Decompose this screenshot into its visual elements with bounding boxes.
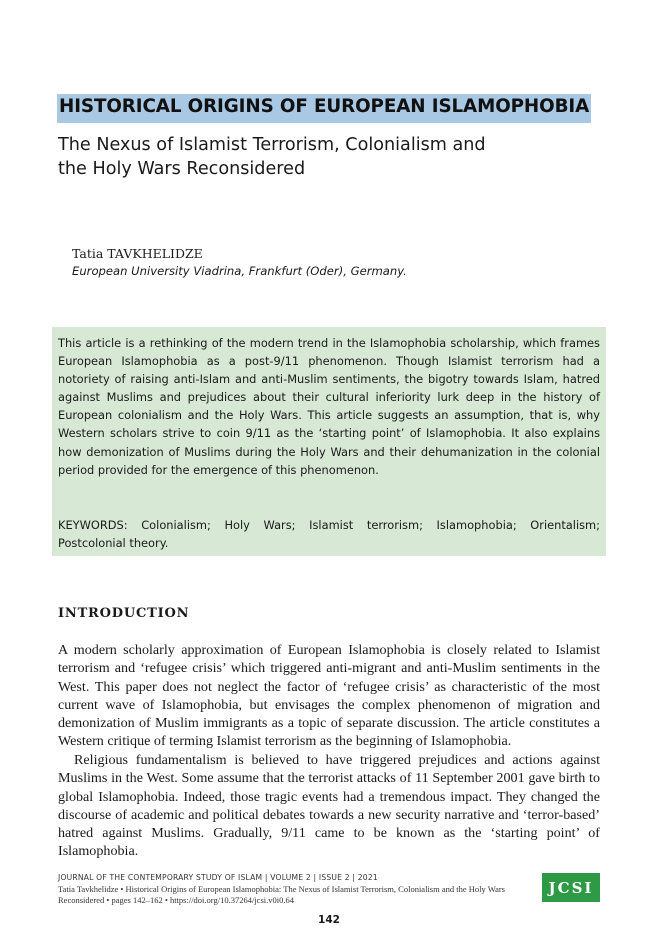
footer-journal-info: JOURNAL OF THE CONTEMPORARY STUDY OF ISLAM | VOLUME 2 | ISSUE 2 | 2021 (58, 873, 378, 882)
article-title: HISTORICAL ORIGINS OF EUROPEAN ISLAMOPHOBIA (59, 96, 590, 117)
footer-citation: Tatia Tavkhelidze • Historical Origins of European Islamophobia: The Nexus of Islamist Terrorism, Colonialism and the Holy Wars Reconsidered • pages 142–162 • https://doi.org/10.37264/jcsi.v0i0.64 (58, 884, 505, 905)
author-name: Tatia TAVKHELIDZE (72, 246, 203, 261)
body-paragraph-2: Religious fundamentalism is believed to have triggered prejudices and actions against Muslims in the West. Some assume that the terrorist attacks of 11 September 2001 gave birth to global Islamophobia. Indeed, those tragic events had a tremendous impact. They changed the discourse of academic and political debates towards a new security narrative and ‘terror-based’ hatred against Muslims. Gradually, 9/11 came to be known as the ‘starting point’ of Islamophobia. (58, 752, 600, 860)
article-subtitle: The Nexus of Islamist Terrorism, Colonialism and the Holy Wars Reconsidered (58, 135, 486, 179)
journal-logo: JCSI (542, 873, 600, 902)
author-affiliation: European University Viadrina, Frankfurt (Oder), Germany. (72, 264, 407, 278)
abstract-text: This article is a rethinking of the modern trend in the Islamophobia scholarship, which frames European Islamophobia as a post-9/11 phenomenon. Though Islamist terrorism had a notoriety of raising anti-Islam and anti-Muslim sentiments, the bigotry towards Islam, hatred against Muslims and prejudices about their cultural inferiority lurk deep in the history of European colonialism and the Holy Wars. This article suggests an assumption, that is, why Western scholars strive to coin 9/11 as the ‘starting point’ of Islamophobia. It also explains how demonization of Muslims during the Holy Wars and their dehumanization in the colonial period provided for the emergence of this phenomenon. (58, 336, 600, 477)
keywords: KEYWORDS: Colonialism; Holy Wars; Islamist terrorism; Islamophobia; Orientalism; Postcolonial theory. (58, 518, 600, 551)
section-heading-introduction: INTRODUCTION (58, 606, 190, 621)
page-number: 142 (318, 914, 340, 926)
body-paragraph-1: A modern scholarly approximation of European Islamophobia is closely related to Islamist terrorism and ‘refugee crisis’ which triggered anti-migrant and anti-Muslim sentiments in the West. This paper does not neglect the factor of ‘refugee crisis’ as characteristic of the most current wave of Islamophobia, but envisages the complex phenomenon of migration and demonization of Muslim immigrants as a topic of separate discussion. The article constitutes a Western critique of terming Islamist terrorism as the beginning of Islamophobia. (58, 642, 600, 750)
